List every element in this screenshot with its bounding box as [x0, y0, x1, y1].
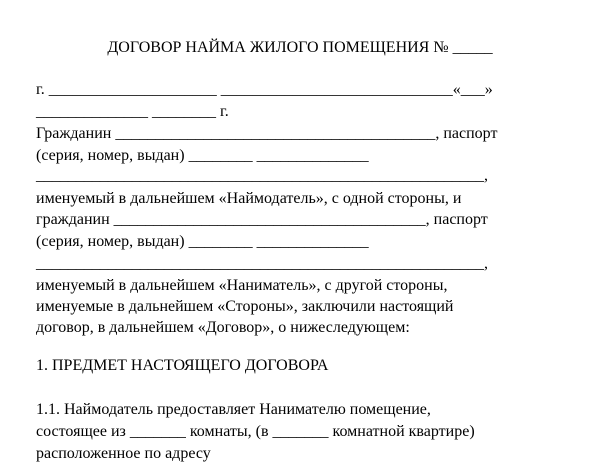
text-line: именуемый в дальнейшем «Наниматель», с другой стороны, [36, 277, 448, 294]
text-line: договор, в дальнейшем «Договор», о нижеследующем: [36, 319, 410, 336]
text-line: ________________________________________________________, [36, 167, 488, 184]
text-line: (серия, номер, выдан) ________ ______________ [36, 233, 369, 250]
text-line: ______________ ________ г. [36, 103, 229, 120]
text-line: ________________________________________________________, [36, 255, 488, 272]
document-title: ДОГОВОР НАЙМА ЖИЛОГО ПОМЕЩЕНИЯ № _____ [107, 39, 493, 56]
text-line: гражданин _______________________________________, паспорт [36, 211, 488, 228]
clause-line: состоящее из _______ комнаты, (в _______ комнатной квартире) [36, 423, 475, 440]
clause-line: 1.1. Наймодатель предоставляет Нанимателю помещение, [36, 401, 431, 418]
clause-line: расположенное по адресу [36, 445, 211, 462]
text-line: именуемые в дальнейшем «Стороны», заключили настоящий [36, 298, 454, 315]
section-heading: 1. ПРЕДМЕТ НАСТОЯЩЕГО ДОГОВОРА [36, 357, 329, 374]
text-line: Гражданин ________________________________________, паспорт [36, 125, 498, 142]
text-line: именуемый в дальнейшем «Наймодатель», с одной стороны, и [36, 190, 462, 207]
text-line: (серия, номер, выдан) ________ ______________ [36, 147, 369, 164]
text-line: г. _____________________ _____________________________«___» [36, 81, 493, 98]
